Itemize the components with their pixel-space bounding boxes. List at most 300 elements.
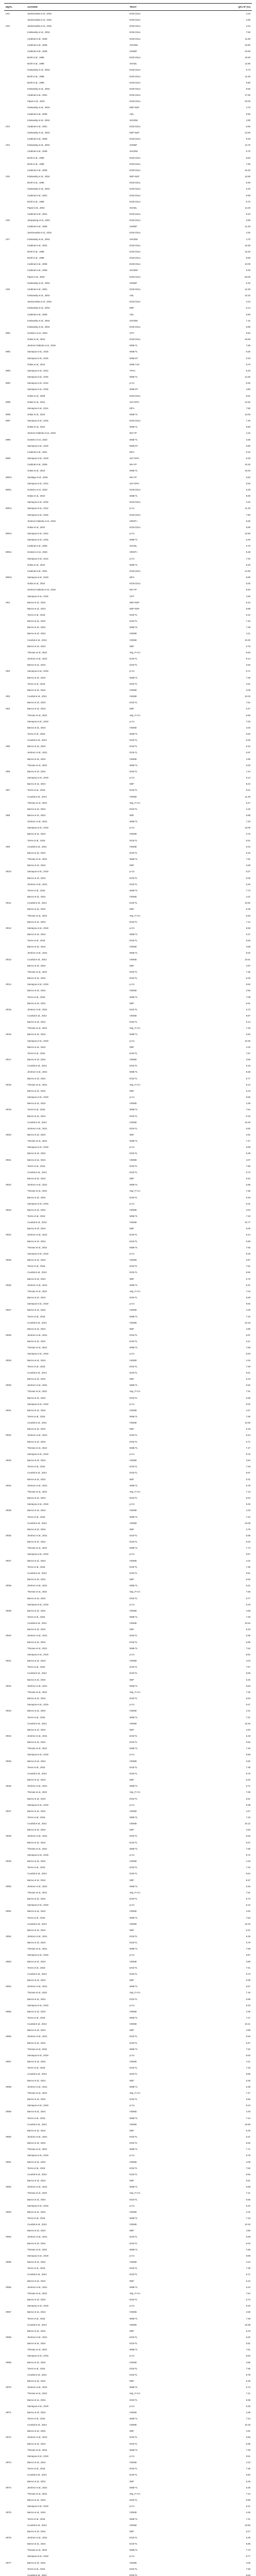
- table-row: [4, 1833, 252, 1839]
- cell-trait: ECB-TL: [130, 2098, 138, 2101]
- table-row: [4, 906, 252, 912]
- cell-r2: 9.64: [246, 1872, 250, 1875]
- table-row: [4, 1715, 252, 1721]
- table-row: [4, 2553, 252, 2560]
- cell-mqtl: SR53: [6, 1960, 11, 1963]
- cell-trait: SHNDF: [130, 281, 137, 284]
- cell-author: Courtial et al., 2013: [27, 2073, 47, 2076]
- cell-r2: 7.49: [246, 1027, 250, 1030]
- cell-trait: p-CA: [130, 983, 135, 986]
- cell-mqtl: [4, 2479, 26, 2485]
- cell-r2: 4.64: [246, 1208, 250, 1211]
- cell-trait: IVDMD: [130, 2561, 137, 2564]
- cell-author: Courtial et al., 2013: [27, 1321, 47, 1324]
- cell-trait: IVDMD: [130, 1521, 137, 1524]
- table-row: [4, 2360, 252, 2366]
- cell-trait: ECB-CDLn: [130, 275, 141, 278]
- cell-trait: IVDMD: [130, 2461, 137, 2464]
- table-row: [4, 318, 252, 324]
- cell-mqtl: [4, 1696, 26, 1702]
- cell-mqtl: [4, 2353, 26, 2359]
- cell-author: Torres et al., 2015: [27, 614, 45, 616]
- cell-trait: ECB-TL: [130, 657, 138, 660]
- cell-r2: 7.66: [246, 1415, 250, 1418]
- cell-trait: MSB-TL: [130, 1616, 138, 1618]
- cell-mqtl: [4, 42, 26, 48]
- cell-r2: 5.81: [246, 2342, 250, 2345]
- cell-author: Torres et al., 2015: [27, 1916, 45, 1919]
- cell-mqtl: [4, 1596, 26, 1602]
- cell-mqtl: SR70: [6, 2386, 11, 2389]
- table-row: [4, 750, 252, 756]
- cell-mqtl: [4, 1388, 26, 1395]
- cell-author: Samayoa et al., 2019: [27, 720, 49, 723]
- cell-author: Jiménez et al., 2021: [27, 2486, 47, 2489]
- cell-mqtl: [4, 1295, 26, 1301]
- table-row: [4, 155, 252, 161]
- cell-trait: Ssp_F+CA: [130, 2392, 140, 2395]
- cell-trait: ECB-TL: [130, 883, 138, 886]
- cell-author: Torres et al., 2015: [27, 939, 45, 942]
- cell-r2: 10.80: [245, 175, 250, 178]
- cell-r2: 7.69: [246, 1847, 250, 1850]
- cell-author: Papst et al., 2004: [27, 100, 45, 103]
- cell-author: Krakowsky et al., 2004: [27, 175, 50, 178]
- cell-author: Janiszewska et al., 2016: [27, 19, 52, 22]
- table-row: [4, 236, 252, 243]
- cell-mqtl: [4, 2165, 26, 2172]
- cell-trait: ECB-TL: [130, 1008, 138, 1011]
- cell-mqtl: [4, 1076, 26, 1082]
- cell-author: Barros et al., 2024: [27, 2499, 46, 2502]
- cell-trait: IVDMD: [130, 2160, 137, 2163]
- table-row: [4, 2366, 252, 2372]
- table-row: [4, 1276, 252, 1282]
- cell-mqtl: [4, 2453, 26, 2460]
- cell-author: Torres et al., 2015: [27, 2517, 45, 2520]
- cell-mqtl: SR66: [6, 2285, 11, 2289]
- cell-trait: ECB-TL: [130, 876, 138, 879]
- cell-r2: 7.03: [246, 720, 250, 723]
- table-row: [4, 1984, 252, 1990]
- cell-r2: 5.88: [246, 814, 250, 817]
- cell-trait: p-CA: [130, 1703, 135, 1706]
- cell-mqtl: SR22: [6, 1183, 11, 1187]
- table-row: [4, 2566, 252, 2572]
- cell-trait: TFHA: [130, 369, 136, 372]
- cell-r2: 5.44: [246, 2279, 250, 2282]
- cell-author: Barros et al., 2024: [27, 1960, 46, 1963]
- cell-mqtl: [4, 1896, 26, 1902]
- cell-trait: ECB-TL: [130, 2073, 138, 2076]
- cell-author: Jiménez et al., 2021: [27, 2185, 47, 2189]
- cell-author: Barros et al., 2024: [27, 2430, 46, 2433]
- cell-trait: ECB-TL: [130, 2473, 138, 2477]
- cell-mqtl: [4, 1626, 26, 1633]
- cell-author: Samayoa et al., 2019: [27, 2555, 49, 2558]
- cell-author: Torres et al., 2015: [27, 682, 45, 685]
- table-row: [4, 637, 252, 643]
- cell-author: Courtial et al., 2013: [27, 2373, 47, 2376]
- cell-trait: NDF: [130, 645, 134, 648]
- cell-trait: MSB-ST: [130, 357, 138, 360]
- table-row: [4, 737, 252, 743]
- cell-author: Thomas et al., 2022: [27, 2292, 47, 2295]
- cell-mqtl: [4, 1314, 26, 1320]
- cell-author: Torres et al., 2015: [27, 2417, 45, 2420]
- table-row: [4, 1846, 252, 1852]
- cell-trait: ECB-TL: [130, 1872, 138, 1875]
- cell-trait: NDF: [130, 1177, 134, 1180]
- cell-r2: 5.85: [246, 1640, 250, 1643]
- cell-r2: 4.27: [246, 1809, 250, 1812]
- cell-trait: IVDMD: [130, 1809, 137, 1812]
- cell-trait: p-CA: [130, 1753, 135, 1756]
- cell-author: Courtial et al., 2013: [27, 1972, 47, 1975]
- cell-r2: 3.92: [246, 1759, 250, 1762]
- cell-mqtl: [4, 61, 26, 67]
- table-row: [4, 1332, 252, 1338]
- cell-author: Barros et al., 2024: [27, 989, 46, 992]
- cell-trait: ECB-TL: [130, 1396, 138, 1399]
- table-row: [4, 687, 252, 693]
- cell-r2: 7.35: [246, 1565, 250, 1568]
- cell-trait: ECB-TL: [130, 1440, 138, 1443]
- cell-r2: 7.22: [246, 1515, 250, 1518]
- cell-trait: HRGP-I: [130, 551, 138, 554]
- cell-r2: 8.30: [246, 138, 250, 141]
- cell-r2: 4.38: [246, 1102, 250, 1105]
- cell-trait: p-CA: [130, 2104, 135, 2107]
- cell-r2: 3.80: [246, 388, 250, 391]
- cell-author: Samayoa et al., 2019: [27, 1703, 49, 1706]
- cell-mqtl: [4, 2040, 26, 2046]
- cell-mqtl: SR51: [6, 1910, 11, 1913]
- cell-mqtl: SR15: [6, 1008, 11, 1011]
- cell-r2: 9.24: [246, 2104, 250, 2107]
- cell-author: Thomas et al., 2022: [27, 1847, 47, 1850]
- cell-trait: MSB-TL: [130, 1785, 138, 1788]
- table-row: [4, 1902, 252, 1908]
- cell-mqtl: [4, 762, 26, 769]
- table-row: [4, 1589, 252, 1595]
- cell-r2: 9.14: [246, 657, 250, 660]
- cell-mqtl: [4, 543, 26, 549]
- cell-r2: 9.76: [246, 1772, 250, 1775]
- cell-author: Brohl et al., 1996: [27, 181, 44, 184]
- cell-author: Barros et al., 2024: [27, 1540, 46, 1544]
- table-row: [4, 74, 252, 80]
- cell-author: Barros et al., 2024: [27, 1378, 46, 1381]
- cell-author: Jiménez et al., 2021: [27, 883, 47, 886]
- table-row: [4, 1301, 252, 1307]
- cell-trait: ECB-TL: [130, 745, 138, 748]
- cell-r2: 6.60: [246, 125, 250, 128]
- cell-trait: ECB-TL: [130, 2567, 138, 2570]
- cell-trait: ECB-TL: [130, 1271, 138, 1274]
- table-row: [4, 180, 252, 186]
- cell-mqtl: [4, 493, 26, 499]
- table-row: [4, 1527, 252, 1533]
- cell-trait: ECB-TL: [130, 2373, 138, 2376]
- cell-mqtl: [4, 1915, 26, 1921]
- cell-mqtl: [4, 1470, 26, 1476]
- table-row: [4, 2096, 252, 2103]
- cell-author: Cardinal et al., 2001: [27, 194, 47, 197]
- table-row: [4, 1946, 252, 1952]
- cell-mqtl: [4, 481, 26, 487]
- cell-mqtl: [4, 74, 26, 80]
- cell-mqtl: [4, 1219, 26, 1226]
- cell-trait: ECB-CDLn: [130, 325, 141, 328]
- table-row: [4, 969, 252, 975]
- cell-trait: MSB-TL: [130, 1947, 138, 1951]
- cell-mqtl: [4, 1263, 26, 1269]
- table-row: [4, 2347, 252, 2353]
- cell-trait: IVDMD: [130, 1822, 137, 1825]
- table-row: [4, 193, 252, 199]
- cell-trait: MSB-TL: [130, 1647, 138, 1650]
- cell-mqtl: SR27: [6, 1309, 11, 1312]
- table-row: [4, 719, 252, 725]
- cell-author: Samayoa et al., 2019: [27, 926, 49, 929]
- table-row: [4, 2303, 252, 2309]
- cell-trait: ADL: [130, 112, 134, 115]
- cell-author: Courtial et al., 2013: [27, 638, 47, 641]
- cell-trait: MSB-TL: [130, 2448, 138, 2451]
- table-row: [4, 2265, 252, 2272]
- cell-trait: NDF: [130, 964, 134, 967]
- cell-r2: 9.92: [246, 1271, 250, 1274]
- cell-author: Samayoa et al., 2019: [27, 2505, 49, 2508]
- cell-mqtl: [4, 1188, 26, 1194]
- cell-r2: 5.77: [246, 1597, 250, 1600]
- cell-author: Gesteiro et al., 2023: [27, 331, 47, 334]
- cell-mqtl: [4, 2428, 26, 2434]
- cell-mqtl: [4, 800, 26, 806]
- cell-mqtl: [4, 1821, 26, 1827]
- cell-r2: 7.61: [246, 1891, 250, 1894]
- table-row: [4, 831, 252, 837]
- cell-r2: 7.48: [246, 1465, 250, 1468]
- cell-mqtl: [4, 756, 26, 762]
- table-row: [4, 2003, 252, 2009]
- table-row: [4, 1934, 252, 1940]
- table-row: [4, 1295, 252, 1301]
- table-row: [4, 1739, 252, 1745]
- cell-mqtl: [4, 2316, 26, 2322]
- cell-trait: ECB-CDLn: [130, 12, 141, 15]
- cell-trait: ECB-TL: [130, 2142, 138, 2145]
- cell-r2: 7.56: [246, 1590, 250, 1594]
- cell-trait: SHVDM: [130, 43, 138, 46]
- cell-author: Barros et al., 2024: [27, 1240, 46, 1243]
- cell-mqtl: [4, 719, 26, 725]
- cell-trait: p-CA: [130, 1039, 135, 1042]
- cell-r2: 8.60: [246, 156, 250, 159]
- table-row: [4, 2197, 252, 2203]
- cell-author: Barros et al., 2024: [27, 1578, 46, 1581]
- cell-mqtl: [4, 568, 26, 574]
- table-row: [4, 1658, 252, 1664]
- cell-mqtl: [4, 362, 26, 368]
- table-row: [4, 1345, 252, 1351]
- cell-r2: 6.59: [246, 2235, 250, 2239]
- cell-trait: MH-YP: [130, 588, 137, 591]
- cell-r2: 9.70: [246, 363, 250, 366]
- cell-r2: 9.50: [246, 331, 250, 334]
- cell-mqtl: [4, 825, 26, 831]
- cell-mqtl: [4, 1001, 26, 1007]
- cell-r2: 4.97: [246, 964, 250, 967]
- cell-mqtl: [4, 2046, 26, 2053]
- cell-mqtl: [4, 1426, 26, 1432]
- cell-mqtl: [4, 2391, 26, 2397]
- cell-trait: ECB-CDLn: [130, 200, 141, 203]
- cell-r2: 7.49: [246, 2448, 250, 2451]
- cell-trait: ECB-TL: [130, 1052, 138, 1055]
- cell-author: Barros et al., 2024: [27, 1559, 46, 1562]
- table-row: [4, 1307, 252, 1313]
- cell-trait: IVDMD: [130, 1259, 137, 1262]
- cell-r2: 5.23: [246, 2329, 250, 2332]
- cell-r2: 10.43: [245, 1922, 250, 1925]
- table-row: [4, 1182, 252, 1188]
- cell-trait: ECB-TL: [130, 789, 138, 792]
- cell-mqtl: [4, 430, 26, 436]
- cell-r2: 6.82: [246, 732, 250, 735]
- cell-author: Thomas et al., 2022: [27, 651, 47, 654]
- cell-r2: 10.54: [245, 1622, 250, 1625]
- cell-r2: 5.31: [246, 1478, 250, 1481]
- cell-author: Samayoa et al., 2019: [27, 1202, 49, 1205]
- cell-r2: 5.66: [246, 714, 250, 717]
- table-row: [4, 1050, 252, 1057]
- cell-r2: 3.24: [246, 300, 250, 303]
- cell-trait: ECB-TL: [130, 1766, 138, 1769]
- table-row: [4, 1388, 252, 1395]
- table-row: [4, 161, 252, 167]
- cell-trait: MSB-TL: [130, 1916, 138, 1919]
- cell-r2: 6.44: [246, 601, 250, 604]
- cell-mqtl: [4, 1927, 26, 1934]
- cell-r2: 8.48: [246, 1252, 250, 1255]
- cell-trait: IVDMD: [130, 1158, 137, 1161]
- cell-mqtl: SR50: [6, 1885, 11, 1888]
- cell-r2: 4.22: [246, 1559, 250, 1562]
- cell-mqtl: MR3: [6, 369, 11, 372]
- table-row: [4, 1708, 252, 1714]
- cell-mqtl: SR30: [6, 1384, 11, 1387]
- cell-trait: SLF-DIFA: [130, 400, 139, 403]
- cell-trait: p-CA: [130, 1452, 135, 1455]
- table-row: [4, 29, 252, 36]
- cell-trait: Ssp_F+CA: [130, 1027, 140, 1030]
- cell-r2: 6.46: [246, 1885, 250, 1888]
- cell-trait: ECB-TL: [130, 1127, 138, 1130]
- cell-mqtl: [4, 1721, 26, 1727]
- cell-trait: SHADL: [130, 545, 137, 548]
- table-row: [4, 925, 252, 931]
- cell-mqtl: [4, 1320, 26, 1326]
- cell-trait: Ssp_F+CA: [130, 1991, 140, 1994]
- cell-author: Barros et al., 2024: [27, 1152, 46, 1155]
- cell-mqtl: [4, 606, 26, 612]
- cell-r2: 5.36: [246, 2380, 250, 2383]
- cell-r2: 7.61: [246, 1265, 250, 1268]
- cell-trait: ECB-TL: [130, 1640, 138, 1643]
- cell-author: Courtial et al., 2013: [27, 1622, 47, 1625]
- cell-r2: 8.30: [246, 519, 250, 522]
- cell-author: Jiménez-Galindo et al., 2019: [27, 519, 56, 522]
- table-row: [4, 412, 252, 418]
- cell-r2: 6.07: [246, 1841, 250, 1844]
- cell-mqtl: [4, 2128, 26, 2134]
- cell-author: Barros et al., 2024: [27, 1809, 46, 1812]
- table-row: [4, 944, 252, 950]
- cell-r2: 5.40: [246, 883, 250, 886]
- cell-author: Barros et al., 2024: [27, 1528, 46, 1531]
- cell-r2: 5.26: [246, 1628, 250, 1631]
- cell-trait: MH-YP: [130, 476, 137, 479]
- table-row: [4, 2391, 252, 2397]
- table-row: [4, 80, 252, 86]
- cell-mqtl: [4, 1545, 26, 1551]
- cell-trait: ECB-CDLn: [130, 138, 141, 141]
- cell-trait: ECB-CDLn: [130, 37, 141, 40]
- cell-author: Barros et al., 2024: [27, 626, 46, 629]
- cell-trait: MSB-TL: [130, 1415, 138, 1418]
- cell-trait: IVDMD: [130, 1722, 137, 1725]
- cell-r2: 6.39: [246, 2536, 250, 2539]
- cell-r2: 10.12: [245, 1822, 250, 1825]
- cell-mqtl: [4, 1977, 26, 1984]
- cell-author: Barros et al., 2024: [27, 2079, 46, 2082]
- cell-author: Barros et al., 2024: [27, 1878, 46, 1882]
- cell-r2: 9.88: [246, 607, 250, 610]
- cell-trait: ECB-TL: [130, 1835, 138, 1838]
- cell-r2: 7.36: [246, 2467, 250, 2470]
- cell-author: Barros et al., 2024: [27, 2142, 46, 2145]
- cell-author: Torres et al., 2015: [27, 2367, 45, 2370]
- table-row: [4, 875, 252, 882]
- cell-r2: 4.86: [246, 2229, 250, 2232]
- cell-trait: MSB-TL: [130, 413, 138, 416]
- cell-author: Courtial et al., 2013: [27, 739, 47, 742]
- table-row: [4, 1796, 252, 1802]
- cell-r2: 4.91: [246, 1133, 250, 1136]
- cell-author: Samayoa et al., 2019: [27, 2104, 49, 2107]
- cell-r2: 7.45: [246, 1747, 250, 1750]
- cell-author: Samayoa et al., 2019: [27, 576, 49, 579]
- cell-r2: 5.46: [246, 2480, 250, 2483]
- cell-mqtl: [4, 2466, 26, 2472]
- cell-r2: 7.12: [246, 920, 250, 923]
- cell-trait: MSB-TL: [130, 952, 138, 955]
- table-row: [4, 2178, 252, 2184]
- cell-trait: Ssp_F+CA: [130, 714, 140, 717]
- cell-mqtl: [4, 1952, 26, 1958]
- cell-trait: IVDMD: [130, 945, 137, 948]
- cell-mqtl: SR26: [6, 1283, 11, 1286]
- cell-trait: ECB-TL: [130, 1365, 138, 1368]
- cell-mqtl: SR47: [6, 1809, 11, 1812]
- cell-author: Thomas et al., 2022: [27, 1947, 47, 1951]
- cell-mqtl: [4, 975, 26, 981]
- cell-r2: 9.48: [246, 551, 250, 554]
- cell-trait: ECB-TL: [130, 1471, 138, 1475]
- cell-mqtl: SR21: [6, 1158, 11, 1161]
